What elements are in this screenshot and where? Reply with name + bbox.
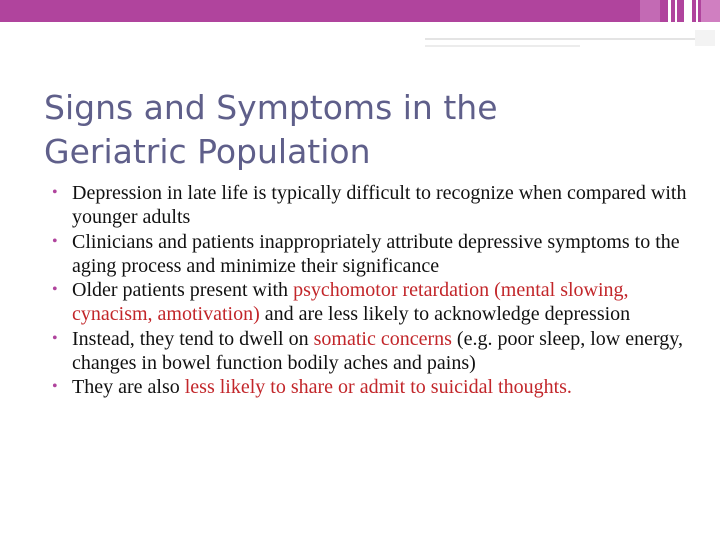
bullet-text: Clinicians and patients inappropriately attribute depressive symptoms to the aging process and minimize their significance <box>72 230 680 277</box>
bullet-text: Instead, they tend to dwell on <box>72 327 314 350</box>
bullet-text: . <box>566 376 572 399</box>
accent-bar-stripe <box>668 0 671 22</box>
decorative-block <box>695 30 715 46</box>
accent-bar-stripe <box>701 0 720 22</box>
decorative-rule <box>425 38 695 40</box>
bullet-dot-icon: • <box>52 329 58 347</box>
bullet-text: They are also <box>72 376 185 399</box>
slide-title-line-2: Geriatric Population <box>44 132 371 171</box>
bullet-dot-icon: • <box>52 378 58 396</box>
bullet-item <box>48 278 688 327</box>
top-accent-bar <box>0 0 720 22</box>
slide-title-line-1: Signs and Symptoms in the <box>44 88 498 127</box>
bullet-item <box>48 230 688 279</box>
bullet-text: Depression in late life is typically difficult to recognize when compared with younger adults <box>72 182 687 229</box>
bullet-highlight: psychomotor retardation (mental slowing, cynacism, amotivation) <box>72 279 629 326</box>
bullet-highlight: less likely to share or admit to suicidal thoughts <box>184 376 567 399</box>
decorative-rule <box>425 45 580 47</box>
bullet-text: and are less likely to acknowledge depression <box>259 303 631 326</box>
bullet-item <box>48 327 688 376</box>
accent-bar-segment <box>640 0 660 22</box>
accent-bar-stripe <box>684 0 692 22</box>
bullet-dot-icon: • <box>52 232 58 250</box>
bullet-list <box>48 181 688 400</box>
bullet-text: (e.g. poor sleep, low energy, changes in bowel function bodily aches and pains) <box>72 327 683 375</box>
bullet-item <box>48 375 688 399</box>
slide-title <box>44 86 684 174</box>
bullet-item <box>48 181 688 230</box>
accent-bar-stripe <box>696 0 698 22</box>
bullet-dot-icon: • <box>52 281 58 299</box>
bullet-highlight: somatic concerns <box>313 327 452 350</box>
accent-bar-stripe <box>675 0 677 22</box>
bullet-dot-icon: • <box>52 184 58 201</box>
bullet-text: Older patients present with <box>72 279 294 302</box>
